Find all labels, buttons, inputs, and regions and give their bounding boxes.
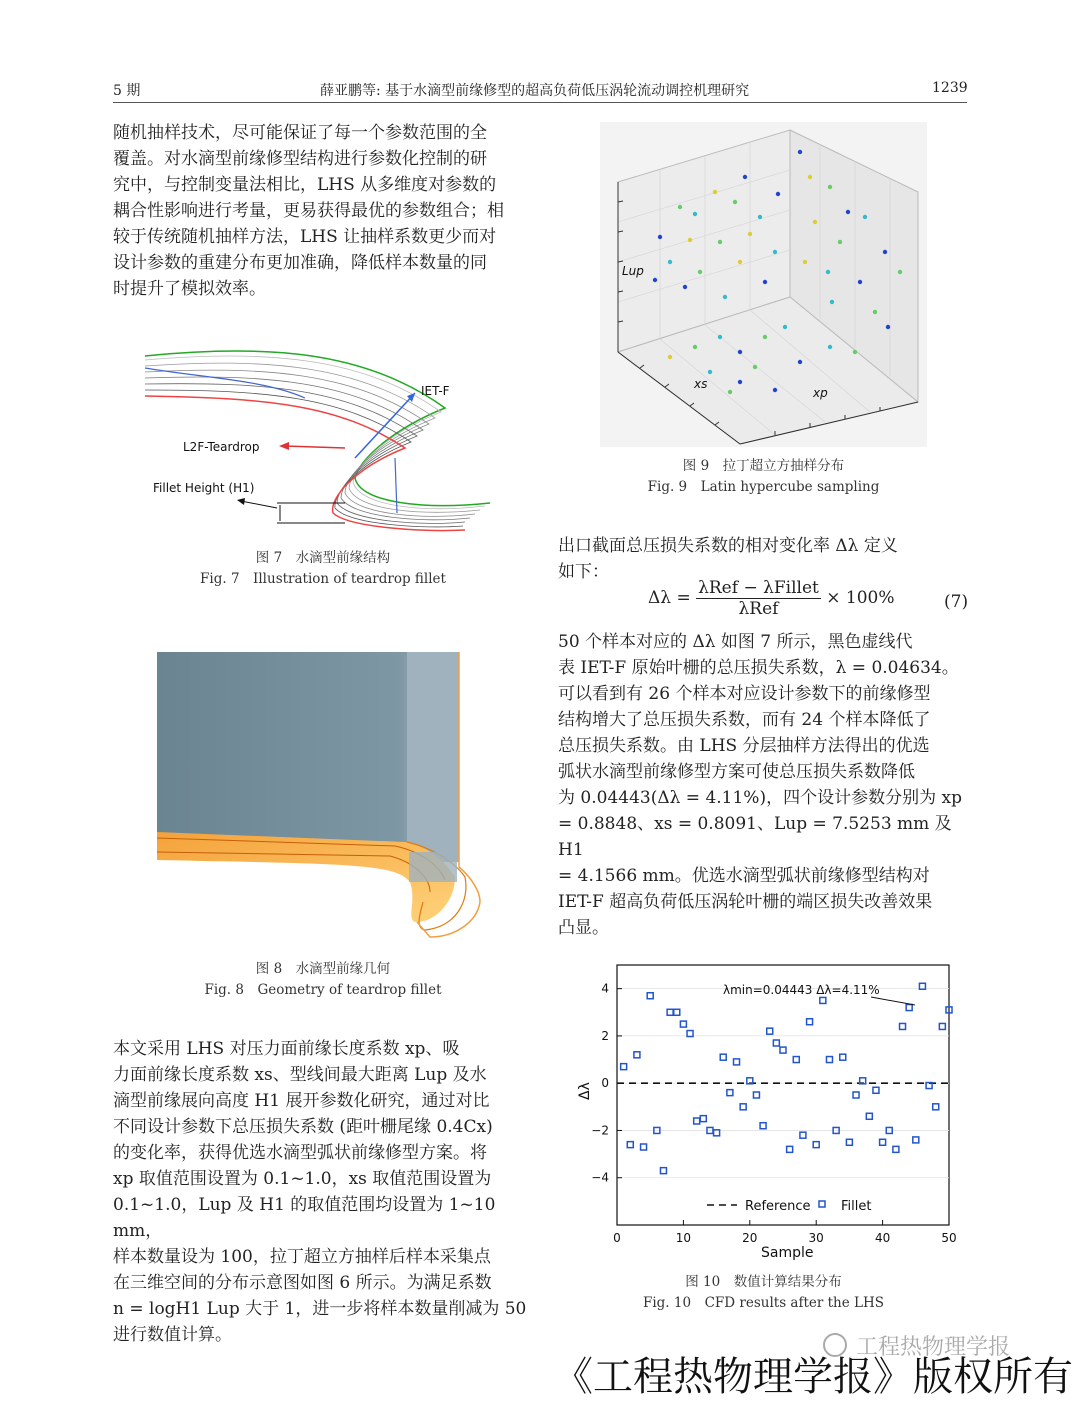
- xs-axis-label: xs: [694, 377, 708, 391]
- l2f-teardrop-label: L2F-Teardrop: [183, 440, 260, 454]
- eq-denominator: λRef: [738, 599, 779, 619]
- eq-lhs: Δλ =: [648, 588, 691, 608]
- y-tick-label: 2: [601, 1028, 609, 1043]
- figure-8-teardrop-geometry: [155, 652, 485, 942]
- y-tick-label: 4: [601, 981, 609, 996]
- fig10-caption-en: Fig. 10 CFD results after the LHS: [642, 1295, 885, 1311]
- right-paragraph-1: 出口截面总压损失系数的相对变化率 Δλ 定义 如下：: [558, 536, 898, 582]
- copyright-watermark: 《工程热物理学报》版权所有: [553, 1354, 1073, 1400]
- x-tick-label: 30: [808, 1231, 824, 1245]
- fig7-caption-en: Fig. 7 Illustration of teardrop fillet: [200, 571, 446, 587]
- right-paragraph-2: 50 个样本对应的 Δλ 如图 7 所示，黑色虚线代 表 IET-F 原始叶栅的总压损失系数，λ = 0.04634。 可以看到有 26 个样本对应设计参数下的前缘修型 结构增大了总压损失系数，而有 24 个样本降低了 总压损失系数。由 LHS 分层抽样方法得出的优选 弧状水滴型前缘修型方案可使总压损失系数降低 为 0.04443(Δλ = 4.11%)，四个设计参数分别为 xp = 0.8848、xs = 0.8091、Lup = 7.5253 mm 及 H1 = 4.1566 mm。优选水滴型弧状前缘修型结构对 IET-F 超高负荷低压涡轮叶栅的端区损失改善效果 凸显。: [558, 632, 962, 938]
- x-tick-label: 10: [675, 1231, 692, 1245]
- left-paragraph-2: 本文采用 LHS 对压力面前缘长度系数 xp、吸 力面前缘长度系数 xs、型线间最大距离 Lup 及水 滴型前缘展向高度 H1 展开参数化研究，通过对比 不同设计参数下总压损失系数 (距叶栅尾缘 0.4Cx) 的变化率，获得优选水滴型弧状前缘修型方案。将 xp 取值范围设置为 0.1~1.0，xs 取值范围设置为 0.1~1.0，Lup 及 H1 的取值范围均设置为 1~10 mm， 样本数量设为 100，拉丁超立方抽样后样本采集点 在三维空间的分布示意图如图 6 所示。为满足系数 n = logH1 Lup 大于 1，进一步将样本数量削减为 50 进行数值计算。: [113, 1039, 527, 1345]
- page-number: 1239: [932, 80, 968, 96]
- lup-axis-label: Lup: [622, 264, 644, 278]
- y-axis-label: Δλ: [577, 1082, 593, 1100]
- fig9-caption-cn: 图 9 拉丁超立方抽样分布: [682, 458, 845, 474]
- figure-9-lhs-sampling: [600, 122, 927, 447]
- fillet-height-label: Fillet Height (H1): [153, 481, 255, 495]
- figure-7-teardrop-structure: [145, 338, 505, 538]
- issue-number: 5 期: [113, 83, 141, 99]
- eq-fraction: [696, 578, 821, 619]
- x-tick-label: 40: [874, 1231, 891, 1245]
- y-tick-label: −2: [591, 1123, 609, 1138]
- y-tick-label: −4: [591, 1170, 609, 1185]
- figure-10-cfd-results-chart: [575, 955, 975, 1267]
- x-tick-label: 0: [613, 1231, 621, 1245]
- eq-rhs: × 100%: [826, 588, 895, 608]
- xp-axis-label: xp: [813, 386, 828, 400]
- left-paragraph-1: 随机抽样技术，尽可能保证了每一个参数范围的全 覆盖。对水滴型前缘修型结构进行参数化控制的研 究中，与控制变量法相比，LHS 从多维度对参数的 耦合性影响进行考量，更易获得最优的参数组合；相 较于传统随机抽样方法，LHS 让抽样系数更少而对 设计参数的重建分布更加准确，降低样本数量的同 时提升了模拟效率。: [113, 123, 504, 299]
- x-tick-label: 20: [742, 1231, 758, 1245]
- eq-numerator: λRef − λFillet: [698, 578, 819, 598]
- x-axis-label: Sample: [761, 1245, 814, 1261]
- ietf-label: IET-F: [421, 384, 450, 398]
- running-title: 薛亚鹏等: 基于水滴型前缘修型的超高负荷低压涡轮流动调控机理研究: [320, 83, 750, 99]
- chart-annotation: λmin=0.04443 Δλ=4.11%: [723, 983, 880, 997]
- fig9-caption-en: Fig. 9 Latin hypercube sampling: [647, 479, 880, 495]
- header-rule: [113, 102, 967, 103]
- fig10-caption-cn: 图 10 数值计算结果分布: [685, 1274, 842, 1290]
- legend-fillet-label: Fillet: [841, 1199, 872, 1214]
- wechat-watermark: 工程热物理学报: [856, 1335, 1011, 1360]
- fig7-caption-cn: 图 7 水滴型前缘结构: [255, 550, 391, 566]
- equation-7: [648, 578, 968, 619]
- fig8-caption-en: Fig. 8 Geometry of teardrop fillet: [204, 982, 442, 998]
- equation-number: (7): [944, 592, 969, 612]
- legend-reference-label: Reference: [745, 1199, 811, 1214]
- x-tick-label: 50: [941, 1231, 957, 1245]
- plot-frame: [617, 965, 949, 1225]
- y-tick-label: 0: [601, 1076, 609, 1091]
- fig8-caption-cn: 图 8 水滴型前缘几何: [255, 961, 391, 977]
